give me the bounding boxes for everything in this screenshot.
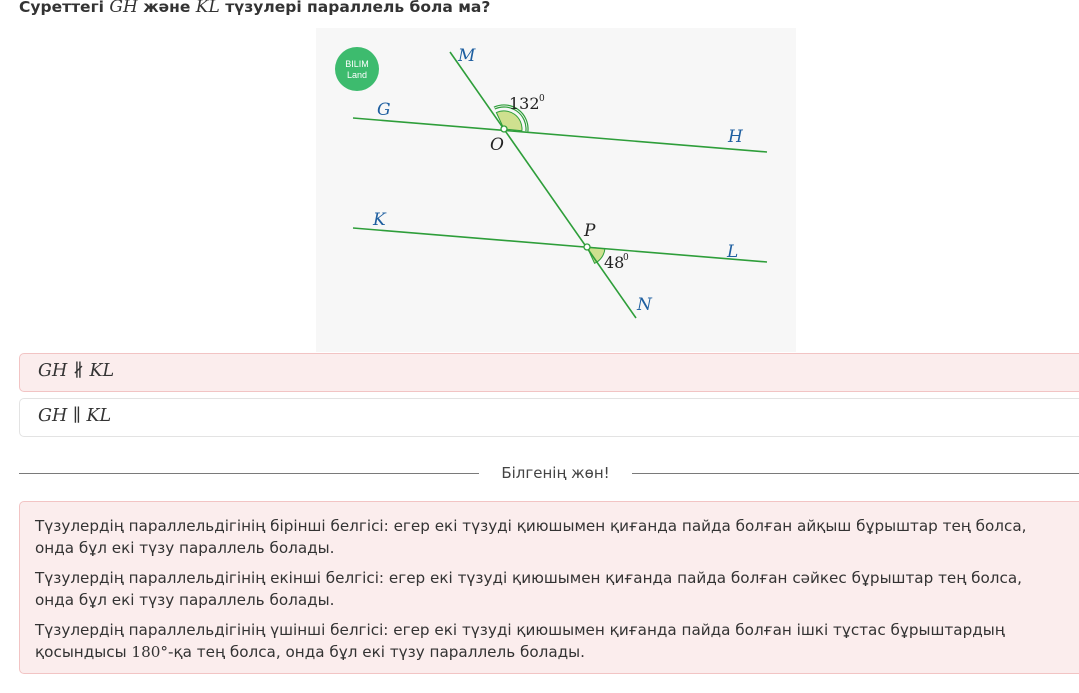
label-l: L [727,242,739,262]
question-middle: және [143,0,191,16]
logo-text-top: BILIM [345,59,369,69]
line-gh-label: GH [109,0,138,17]
answer-option-parallel[interactable] [19,398,1079,437]
geometry-figure [316,28,796,352]
point-o [501,126,507,132]
line-gh [353,118,767,152]
label-p: P [584,221,596,241]
angle-value-48: 48 [604,253,625,272]
explanation-rule-3-start: Түзулердің параллельдігінің үшінші белгісі: егер екі түзуді қиюшымен қиғанда пайда болған ішкі тұстас бұрыштардың қосындысы [35,621,1005,661]
angle-degree-48: 0 [623,253,629,263]
explanation-panel [19,501,1079,674]
explanation-rule-3-value: 180° [131,643,168,661]
answer-option-text: GH ∥ KL [38,406,112,426]
feedback-divider-left [19,473,479,474]
label-n: N [637,295,652,315]
label-g: G [377,100,391,120]
label-h: H [728,127,743,147]
feedback-title: Білгенің жөн! [501,464,610,482]
geometry-svg [316,28,796,352]
angle-degree-132: 0 [539,94,545,104]
explanation-rule-1: Түзулердің параллельдігінің бірінші белгісі: егер екі түзуді қиюшымен қиғанда пайда болған айқыш бұрыштар тең болса, онда бұл екі түзу параллель болады. [35,517,1027,557]
label-m: M [458,46,476,66]
feedback-divider-right [632,473,1079,474]
bilimland-logo [335,47,379,91]
explanation-rule-3 [35,619,1070,663]
angle-value-132: 132 [509,94,540,113]
line-kl [353,228,767,262]
answer-option-not-parallel[interactable] [19,353,1079,392]
line-kl-label: KL [195,0,220,17]
point-p [584,244,590,250]
answer-option-text: GH ∦ KL [38,361,115,381]
explanation-rule-2: Түзулердің параллельдігінің екінші белгісі: егер екі түзуді қиюшымен қиғанда пайда болған сәйкес бұрыштар тең болса, онда бұл екі түзу параллель болады. [35,569,1022,609]
transversal-mn [450,52,636,318]
label-o: O [490,135,504,155]
question-title [19,0,490,17]
question-suffix: түзулері параллель бола ма? [225,0,491,16]
angle-132-fill [496,111,522,131]
question-prefix: Суреттегі [19,0,104,16]
logo-text-bottom: Land [346,70,368,80]
explanation-rule-3-end: -қа тең болса, онда бұл екі түзу параллель болады. [168,643,585,661]
label-k: K [373,210,386,230]
